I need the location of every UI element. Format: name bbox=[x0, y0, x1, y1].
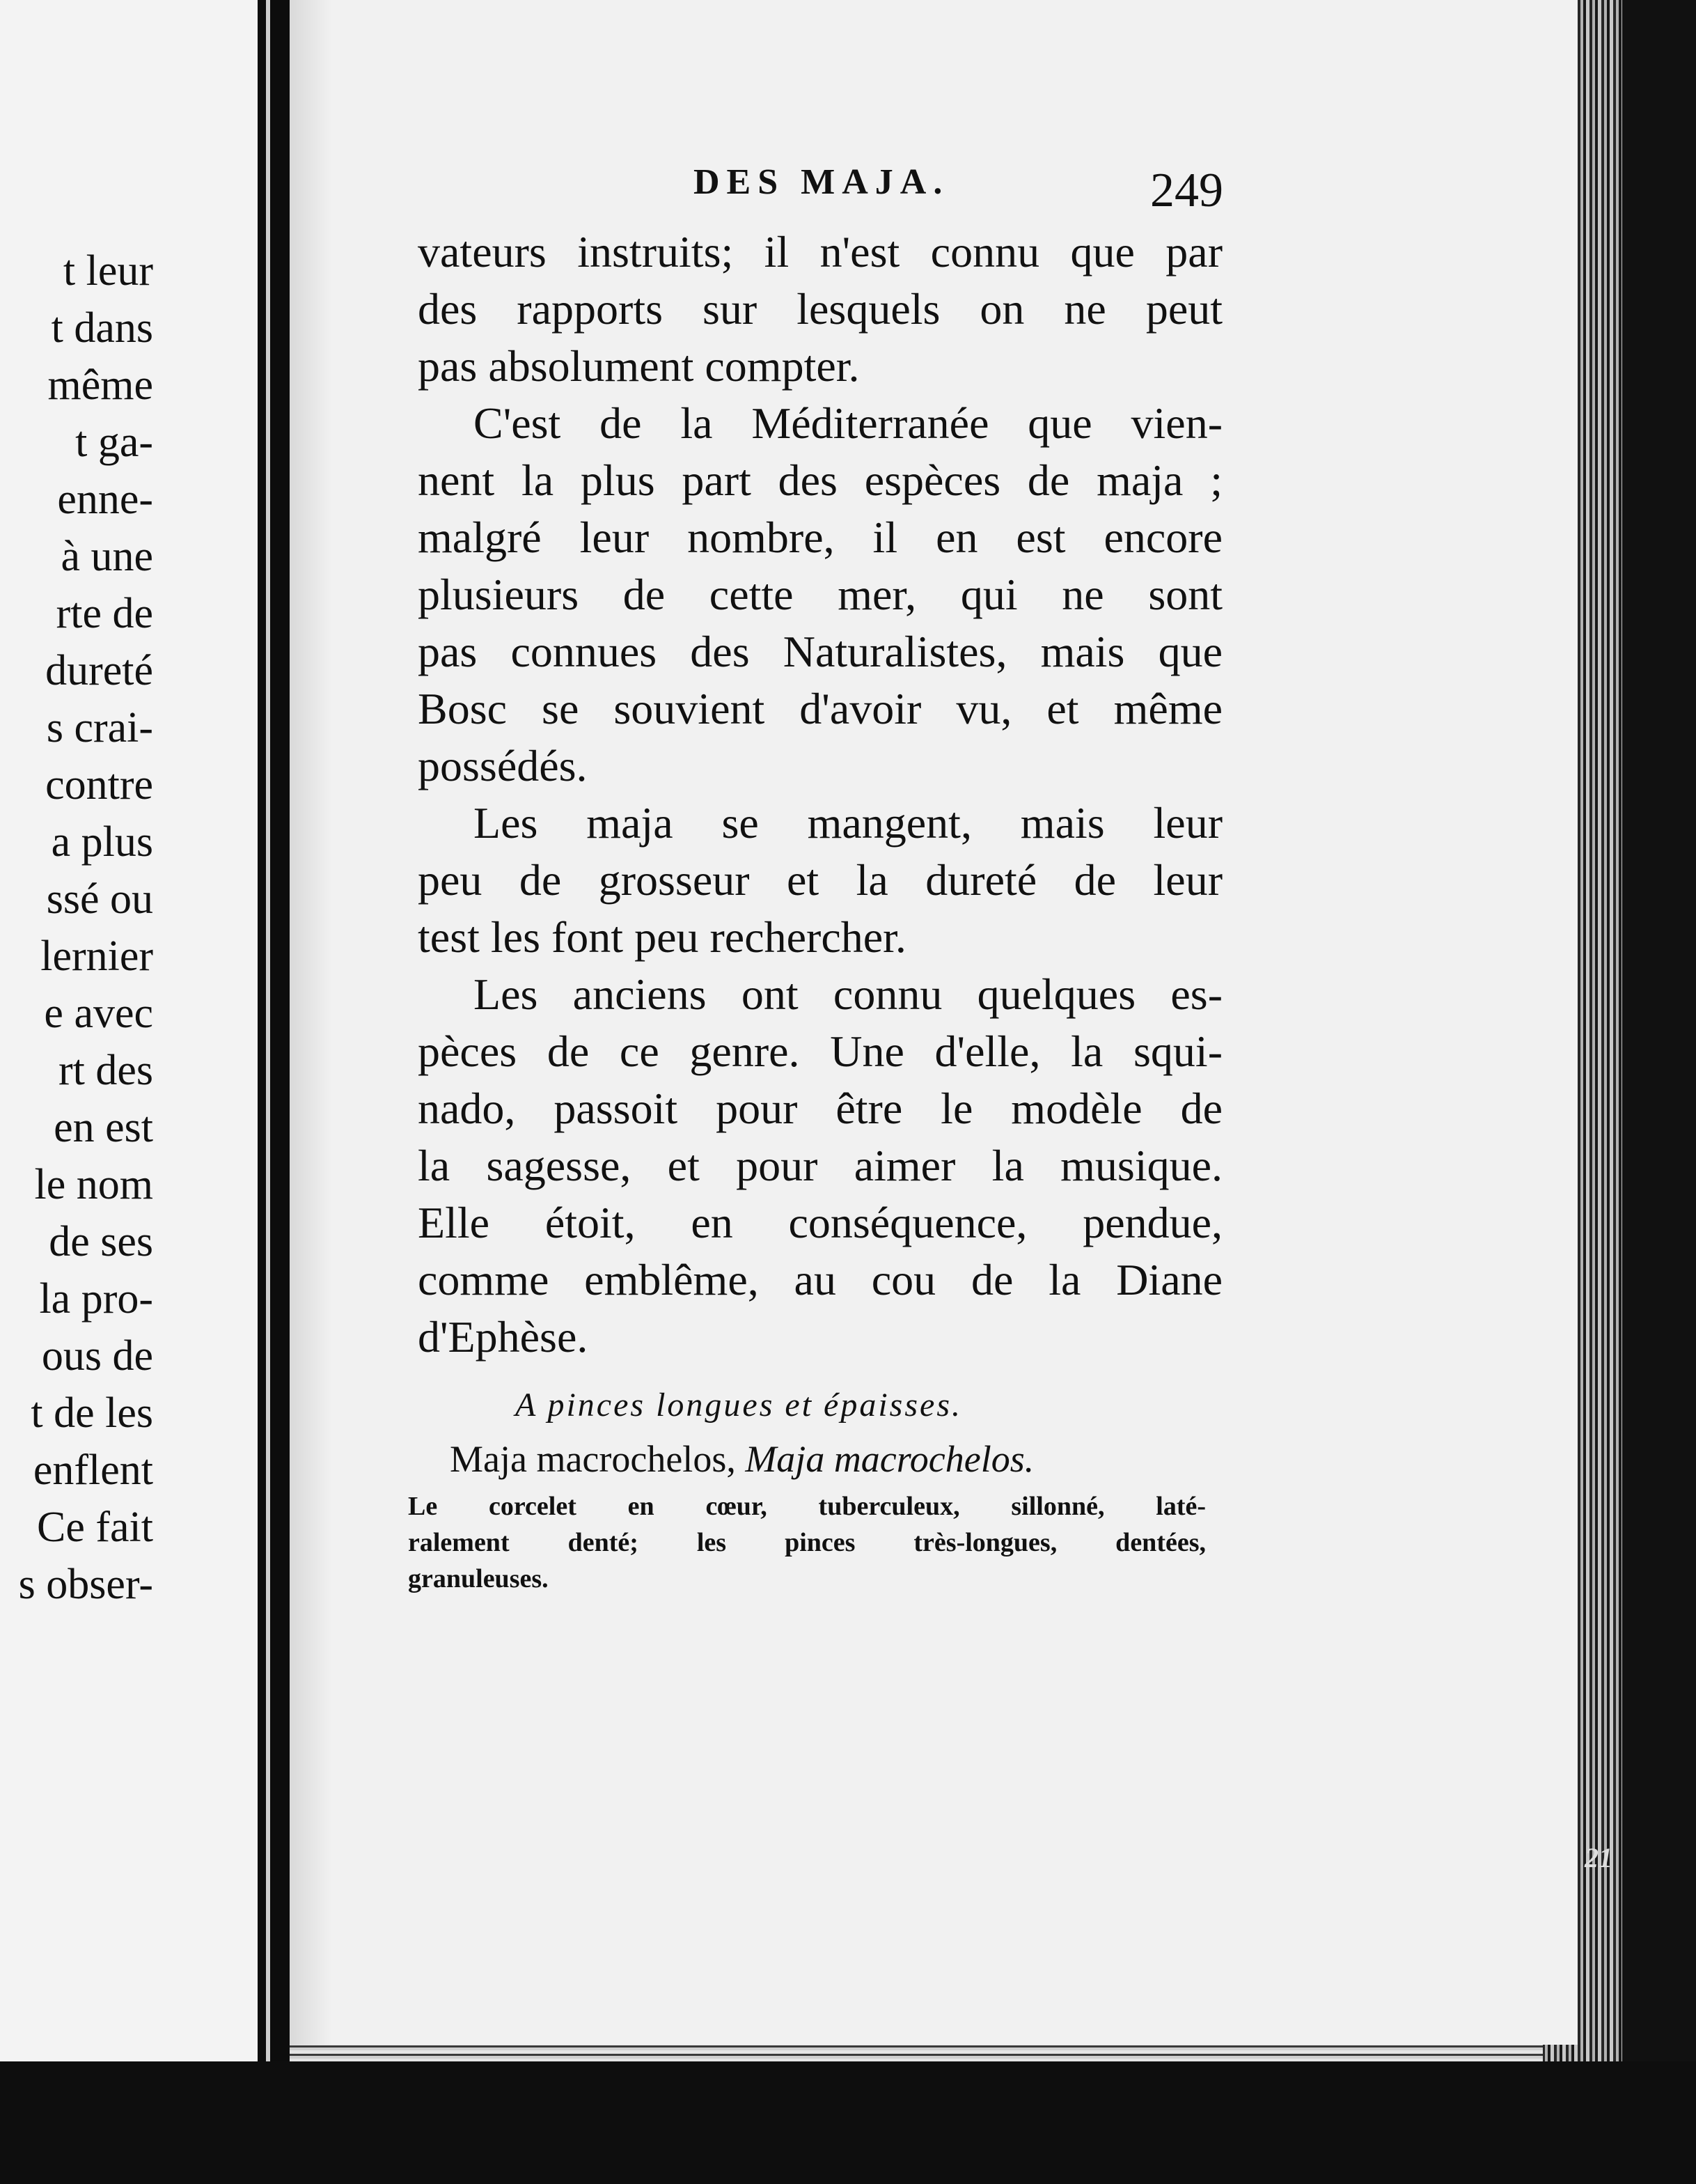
body-line: Elle étoit, en conséquence, pendue, bbox=[418, 1198, 1223, 1247]
body-line: des rapports sur lesquels on ne peut bbox=[418, 284, 1223, 334]
body-line: la sagesse, et pour aimer la musique. bbox=[418, 1141, 1223, 1190]
left-page-line: s obser- bbox=[18, 1561, 153, 1608]
left-page-line: s crai- bbox=[46, 704, 153, 751]
body-line: pas connues des Naturalistes, mais que bbox=[418, 627, 1223, 676]
section-subhead: A pinces longues et épaisses. bbox=[515, 1387, 963, 1424]
left-page-line: à une bbox=[61, 533, 153, 580]
left-page-line: t ga- bbox=[75, 419, 153, 466]
body-line: pèces de ce genre. Une d'elle, la squi- bbox=[418, 1027, 1223, 1076]
body-line: nent la plus part des espèces de maja ; bbox=[418, 455, 1223, 505]
left-page-line: e avec bbox=[44, 990, 153, 1037]
body-line: Les anciens ont connu quelques es- bbox=[473, 969, 1223, 1019]
left-page-line: a plus bbox=[51, 818, 153, 866]
left-page-line: lernier bbox=[40, 933, 153, 980]
body-line: pas absolument compter. bbox=[418, 341, 860, 391]
gutter-edge bbox=[266, 0, 270, 2184]
left-page-line: dureté bbox=[45, 647, 153, 694]
left-page-line: même bbox=[47, 361, 153, 409]
left-page-line: la pro- bbox=[39, 1275, 153, 1323]
left-page-line: en est bbox=[54, 1104, 153, 1151]
left-page-line: t de les bbox=[31, 1389, 153, 1437]
left-page-line: ous de bbox=[41, 1332, 153, 1380]
running-head: DES MAJA. bbox=[693, 162, 950, 202]
species-latin-name: Maja macrochelos. bbox=[745, 1438, 1035, 1480]
species-description-line: granuleuses. bbox=[408, 1564, 549, 1593]
left-page-line: t dans bbox=[51, 304, 153, 352]
bottom-background bbox=[0, 2061, 1696, 2184]
book-gutter bbox=[258, 0, 290, 2184]
body-line: possédés. bbox=[418, 741, 588, 790]
margin-note: 21 bbox=[1585, 1842, 1612, 1873]
body-line: test les font peu rechercher. bbox=[418, 912, 906, 962]
left-page-line: le nom bbox=[34, 1161, 153, 1208]
body-line: malgré leur nombre, il en est encore bbox=[418, 513, 1223, 562]
body-line: C'est de la Méditerranée que vien- bbox=[473, 398, 1223, 448]
body-line: peu de grosseur et la dureté de leur bbox=[418, 855, 1223, 905]
left-page-line: rte de bbox=[56, 590, 153, 637]
body-line: Les maja se mangent, mais leur bbox=[473, 798, 1223, 848]
page-number: 249 bbox=[1150, 164, 1223, 217]
species-name: Maja macrochelos, bbox=[450, 1438, 736, 1480]
left-page-line: enne- bbox=[57, 476, 153, 523]
body-line: plusieurs de cette mer, qui ne sont bbox=[418, 570, 1223, 619]
body-line: nado, passoit pour être le modèle de bbox=[418, 1084, 1223, 1133]
species-description-line: ralement denté; les pinces très-longues, dentées, bbox=[408, 1528, 1206, 1557]
body-line: vateurs instruits; il n'est connu que par bbox=[418, 227, 1223, 276]
body-line: Bosc se souvient d'avoir vu, et même bbox=[418, 684, 1223, 733]
body-line: comme emblême, au cou de la Diane bbox=[418, 1255, 1223, 1304]
left-page-line: enflent bbox=[33, 1446, 153, 1494]
left-facing-page bbox=[0, 0, 258, 2184]
left-page-line: ssé ou bbox=[46, 875, 153, 923]
left-page-line: de ses bbox=[49, 1218, 153, 1265]
left-page-line: contre bbox=[45, 761, 153, 809]
left-page-line: rt des bbox=[58, 1047, 153, 1094]
species-heading bbox=[450, 1437, 1034, 1481]
left-page-line: t leur bbox=[63, 247, 153, 295]
species-description-line: Le corcelet en cœur, tuberculeux, sillonné, laté- bbox=[408, 1492, 1206, 1521]
body-line: d'Ephèse. bbox=[418, 1312, 588, 1362]
page-curl-shadow bbox=[290, 0, 331, 2045]
left-page-line: Ce fait bbox=[37, 1504, 153, 1551]
